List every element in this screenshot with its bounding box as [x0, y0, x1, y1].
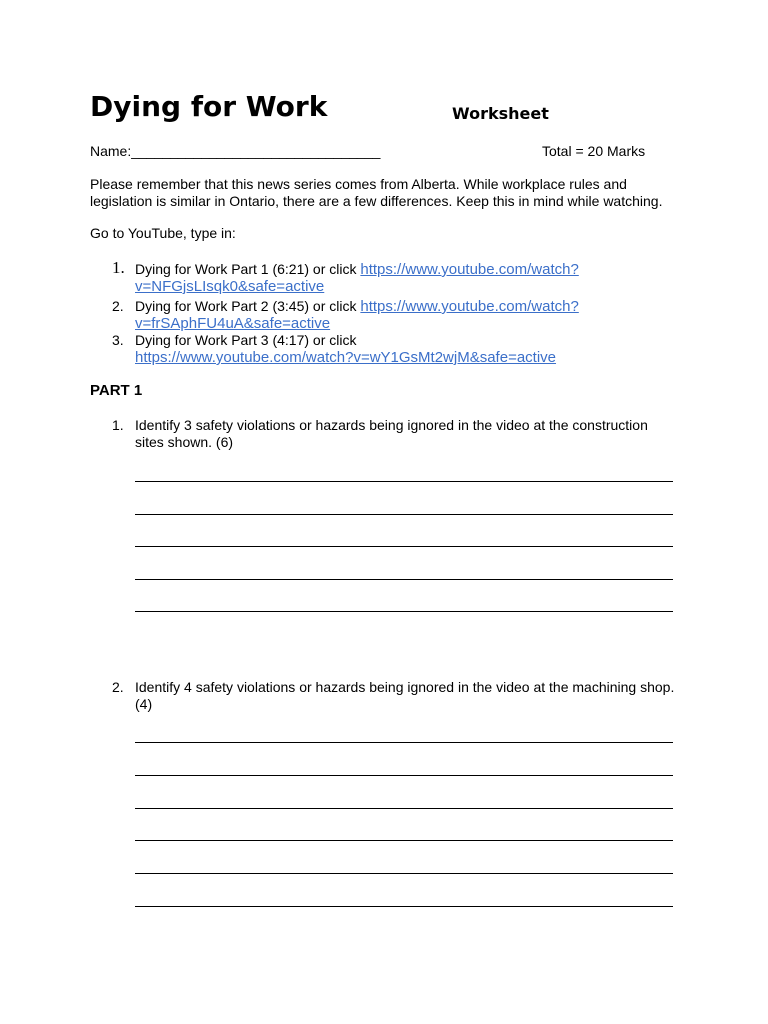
video-number: 3.	[112, 332, 124, 348]
answer-line[interactable]	[135, 808, 673, 809]
question-text: Identify 3 safety violations or hazards being ignored in the video at the construction sites shown. (6)	[135, 417, 648, 450]
intro-note: Please remember that this news series comes from Alberta. While workplace rules and legislation is similar in Ontario, there are a few differences. Keep this in mind while watching.	[90, 176, 663, 209]
total-marks: Total = 20 Marks	[542, 143, 646, 159]
video-link[interactable]: v=frSAphFU4uA&safe=active	[135, 315, 331, 332]
video-label: Dying for Work Part 3 (4:17) or click	[135, 332, 357, 348]
answer-line[interactable]	[135, 906, 673, 907]
answer-line[interactable]	[135, 873, 673, 874]
question-number: 2.	[112, 679, 124, 695]
video-link[interactable]: https://www.youtube.com/watch?v=wY1GsMt2wjM&safe=active	[135, 349, 557, 366]
document-subtitle: Worksheet	[452, 104, 549, 123]
question-text: Identify 4 safety violations or hazards being ignored in the video at the machining shop. (4)	[135, 679, 675, 712]
video-item	[135, 261, 675, 295]
video-link[interactable]: https://www.youtube.com/watch?	[360, 261, 579, 278]
video-number: 1.	[112, 258, 125, 277]
video-item	[135, 332, 675, 366]
section-heading-part-1: PART 1	[90, 382, 143, 399]
answer-line[interactable]	[135, 579, 673, 580]
video-link[interactable]: v=NFGjsLIsqk0&safe=active	[135, 278, 325, 295]
video-label: Dying for Work Part 1 (6:21) or click	[135, 261, 361, 277]
question-number: 1.	[112, 417, 124, 433]
video-label: Dying for Work Part 2 (3:45) or click	[135, 298, 361, 314]
video-item	[135, 298, 675, 332]
name-label: Name:	[90, 143, 132, 159]
answer-line[interactable]	[135, 546, 673, 547]
answer-line[interactable]	[135, 611, 673, 612]
answer-line[interactable]	[135, 481, 673, 482]
answer-line[interactable]	[135, 775, 673, 776]
answer-line[interactable]	[135, 514, 673, 515]
document-title: Dying for Work	[90, 90, 328, 123]
youtube-instruction: Go to YouTube, type in:	[90, 225, 236, 241]
answer-line[interactable]	[135, 742, 673, 743]
video-number: 2.	[112, 298, 124, 314]
name-blank: ________________________________	[131, 143, 381, 159]
video-link[interactable]: https://www.youtube.com/watch?	[360, 298, 579, 315]
name-field	[90, 143, 380, 160]
answer-line[interactable]	[135, 840, 673, 841]
